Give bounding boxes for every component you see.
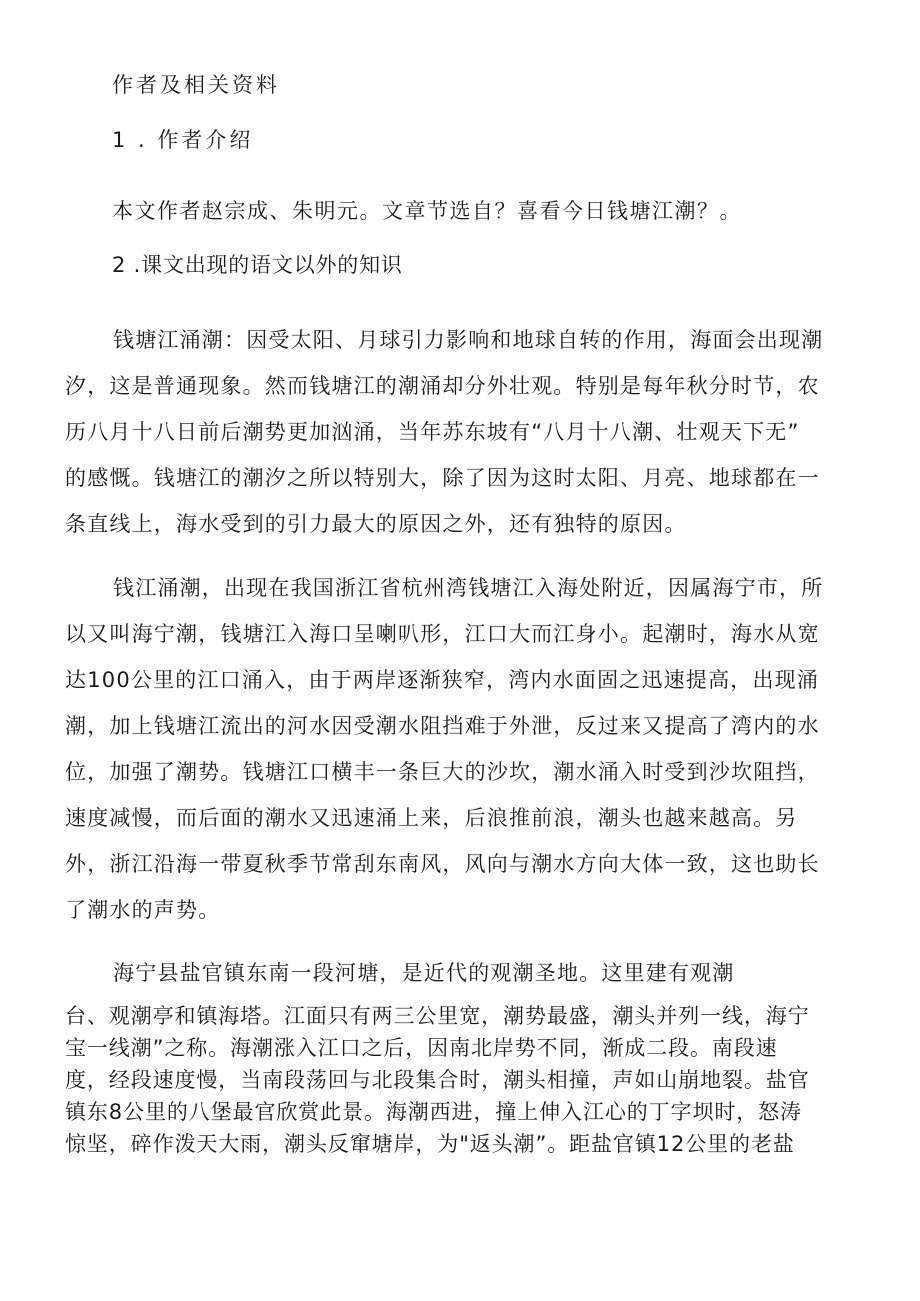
section-1-title: 1 . 作者介绍 — [112, 128, 254, 152]
paragraph-line: 海宁县盐官镇东南一段河塘，是近代的观潮圣地。这里建有观潮 — [113, 961, 735, 985]
paragraph-line: 达100公里的江口涌入，由于两岸逐渐狭窄，湾内水面固之迅速提高，出现涌 — [65, 668, 820, 692]
paragraph-line: 度，经段速度慢，当南段荡回与北段集合时，潮头相撞，声如山崩地裂。盐官 — [65, 1068, 810, 1092]
paragraph-yanguan-detail — [65, 1000, 855, 1160]
paragraph-line: 速度减慢，而后面的潮水又迅速涌上来，后浪推前浪，潮头也越来越高。另 — [65, 806, 798, 830]
paragraph-line: 的感慨。钱塘江的潮汐之所以特别大，除了因为这时太阳、月亮、地球都在一 — [65, 466, 820, 490]
paragraph-line: 外，浙江沿海一带夏秋季节常刮东南风，风向与潮水方向大体一致，这也助长 — [65, 852, 820, 876]
section-1-body: 本文作者赵宗成、朱明元。文章节选自？喜看今日钱塘江潮？。 — [112, 199, 742, 223]
paragraph-line: 宝一线潮”之称。海潮涨入江口之后，因南北岸势不同，渐成二段。南段速 — [65, 1036, 778, 1060]
section-2-title: 2 .课文出现的语文以外的知识 — [112, 253, 403, 277]
paragraph-line: 钱江涌潮，出现在我国浙江省杭州湾钱塘江入海处附近，因属海宁市，所 — [113, 576, 824, 600]
paragraph-line: 条直线上，海水受到的引力最大的原因之外，还有独特的原因。 — [65, 512, 687, 536]
paragraph-line: 了潮水的声势。 — [65, 898, 221, 922]
paragraph-line: 以又叫海宁潮，钱塘江入海口呈喇叭形，江口大而江身小。起潮时，海水从宽 — [65, 622, 820, 646]
paragraph-line: 惊坚，碎作泼天大雨，潮头反窜塘岸，为"返头潮”。距盐官镇12公里的老盐 — [65, 1132, 795, 1156]
paragraph-line: 台、观潮亭和镇海塔。江面只有两三公里宽，潮势最盛，潮头并列一线，海宁 — [65, 1004, 810, 1028]
paragraph-line: 镇东8公里的八堡最官欣赏此景。海潮西进，撞上伸入江心的丁字坝时，怒涛 — [65, 1100, 802, 1124]
paragraph-line: 历八月十八日前后潮势更加汹涌，当年苏东坡有“八月十八潮、壮观天下无” — [65, 420, 800, 444]
paragraph-line: 潮，加上钱塘江流出的河水因受潮水阻挡难于外泄，反过来又提高了湾内的水 — [65, 714, 820, 738]
paragraph-line: 钱塘江涌潮：因受太阳、月球引力影响和地球自转的作用，海面会出现潮 — [113, 328, 824, 352]
paragraph-tide-cause — [65, 317, 855, 547]
paragraph-line: 位，加强了潮势。钱塘江口横丰一条巨大的沙坎，潮水涌入时受到沙坎阻挡， — [65, 760, 820, 784]
document-heading: 作者及相关资料 — [112, 73, 280, 97]
paragraph-yanguan-intro — [65, 957, 855, 989]
paragraph-qianjiang-bore — [65, 565, 855, 933]
paragraph-line: 汐，这是普通现象。然而钱塘江的潮涌却分外壮观。特别是每年秋分时节，农 — [65, 374, 820, 398]
